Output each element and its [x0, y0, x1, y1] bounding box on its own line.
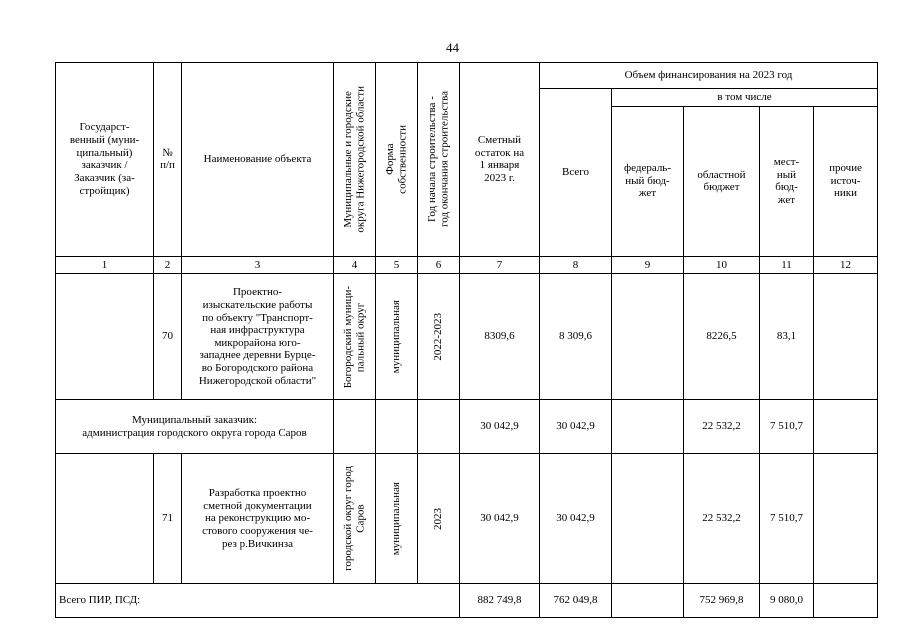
- row70-local: 83,1: [760, 274, 814, 400]
- row71-municipality-text: городской округ город Саров: [341, 466, 367, 572]
- row71-years: [418, 454, 460, 584]
- row70-number: 70: [154, 274, 182, 400]
- column-number: 8: [540, 256, 612, 274]
- row70-other: [814, 274, 878, 400]
- customer-sarov-local: 7 510,7: [760, 400, 814, 454]
- total-pir-label: Всего ПИР, ПСД:: [56, 584, 460, 618]
- customer-sarov-other: [814, 400, 878, 454]
- row70-ownership-text: муниципальная: [390, 300, 403, 374]
- row70-estimate: 8309,6: [460, 274, 540, 400]
- row70-object-name: Проектно- изыскательские работы по объекту "Транспорт- ная инфраструктура микрорайона юго- западнее деревни Бурце- во Богородского района Нижегородской области": [182, 274, 334, 400]
- page-number: 44: [446, 40, 459, 55]
- customer-sarov-label: Муниципальный заказчик: администрация городского округа города Саров: [56, 400, 334, 454]
- header-funding: Объем финансирования на 2023 год: [540, 63, 878, 89]
- row70-municipality: [334, 274, 376, 400]
- table-row-70: [56, 274, 878, 400]
- row70-municipality-text: Богородский муници- пальный округ: [341, 285, 367, 388]
- total-pir-local: 9 080,0: [760, 584, 814, 618]
- row71-other: [814, 454, 878, 584]
- header-number: № п/п: [154, 63, 182, 257]
- customer-sarov-total: 30 042,9: [540, 400, 612, 454]
- header-local: мест- ный бюд- жет: [760, 106, 814, 256]
- customer-sarov-years: [418, 400, 460, 454]
- row71-customer: [56, 454, 154, 584]
- total-pir-total: 762 049,8: [540, 584, 612, 618]
- customer-sarov-municipality: [334, 400, 376, 454]
- row71-object-name: Разработка проектно сметной документации на реконструкцию мо- стового сооружения че- рез р.Вичкинза: [182, 454, 334, 584]
- column-numbers-row: [56, 256, 878, 274]
- customer-sarov-federal: [612, 400, 684, 454]
- row70-customer: [56, 274, 154, 400]
- row71-ownership: [376, 454, 418, 584]
- row71-years-text: 2023: [432, 507, 445, 530]
- header-estimate: Сметный остаток на 1 января 2023 г.: [460, 63, 540, 257]
- row71-local: 7 510,7: [760, 454, 814, 584]
- row71-estimate: 30 042,9: [460, 454, 540, 584]
- column-number: 2: [154, 256, 182, 274]
- row71-number: 71: [154, 454, 182, 584]
- header-municipality-text: Муниципальные и городские округа Нижегородской области: [341, 86, 367, 233]
- row71-ownership-text: муниципальная: [390, 482, 403, 556]
- header-total: Всего: [540, 89, 612, 257]
- row70-years-text: 2022-2023: [432, 312, 445, 361]
- header-ownership: [376, 63, 418, 257]
- header-ownership-text: Форма собственности: [383, 124, 409, 194]
- row70-ownership: [376, 274, 418, 400]
- column-number: 4: [334, 256, 376, 274]
- header-municipality: [334, 63, 376, 257]
- column-number: 11: [760, 256, 814, 274]
- column-number: 3: [182, 256, 334, 274]
- row70-total: 8 309,6: [540, 274, 612, 400]
- row70-regional: 8226,5: [684, 274, 760, 400]
- total-pir-regional: 752 969,8: [684, 584, 760, 618]
- row70-federal: [612, 274, 684, 400]
- header-including: в том числе: [612, 89, 878, 107]
- column-number: 12: [814, 256, 878, 274]
- header-federal: федераль- ный бюд- жет: [612, 106, 684, 256]
- row71-regional: 22 532,2: [684, 454, 760, 584]
- total-pir-estimate: 882 749,8: [460, 584, 540, 618]
- header-row-1: [56, 63, 878, 89]
- header-other: прочие источ- ники: [814, 106, 878, 256]
- row71-total: 30 042,9: [540, 454, 612, 584]
- customer-sarov-row: [56, 400, 878, 454]
- customer-sarov-estimate: 30 042,9: [460, 400, 540, 454]
- total-pir-row: [56, 584, 878, 618]
- column-number: 6: [418, 256, 460, 274]
- column-number: 9: [612, 256, 684, 274]
- column-number: 7: [460, 256, 540, 274]
- row71-federal: [612, 454, 684, 584]
- header-years-text: Год начала строительства - год окончания строительства: [425, 91, 451, 228]
- header-regional: областной бюджет: [684, 106, 760, 256]
- column-number: 1: [56, 256, 154, 274]
- financing-table: [55, 62, 878, 618]
- row71-municipality: [334, 454, 376, 584]
- total-pir-federal: [612, 584, 684, 618]
- total-pir-other: [814, 584, 878, 618]
- table-row-71: [56, 454, 878, 584]
- column-number: 10: [684, 256, 760, 274]
- header-object-name: Наименование объекта: [182, 63, 334, 257]
- column-number: 5: [376, 256, 418, 274]
- header-customer: Государст- венный (муни- ципальный) заказчик / Заказчик (за- стройщик): [56, 63, 154, 257]
- customer-sarov-regional: 22 532,2: [684, 400, 760, 454]
- customer-sarov-ownership: [376, 400, 418, 454]
- row70-years: [418, 274, 460, 400]
- header-years: [418, 63, 460, 257]
